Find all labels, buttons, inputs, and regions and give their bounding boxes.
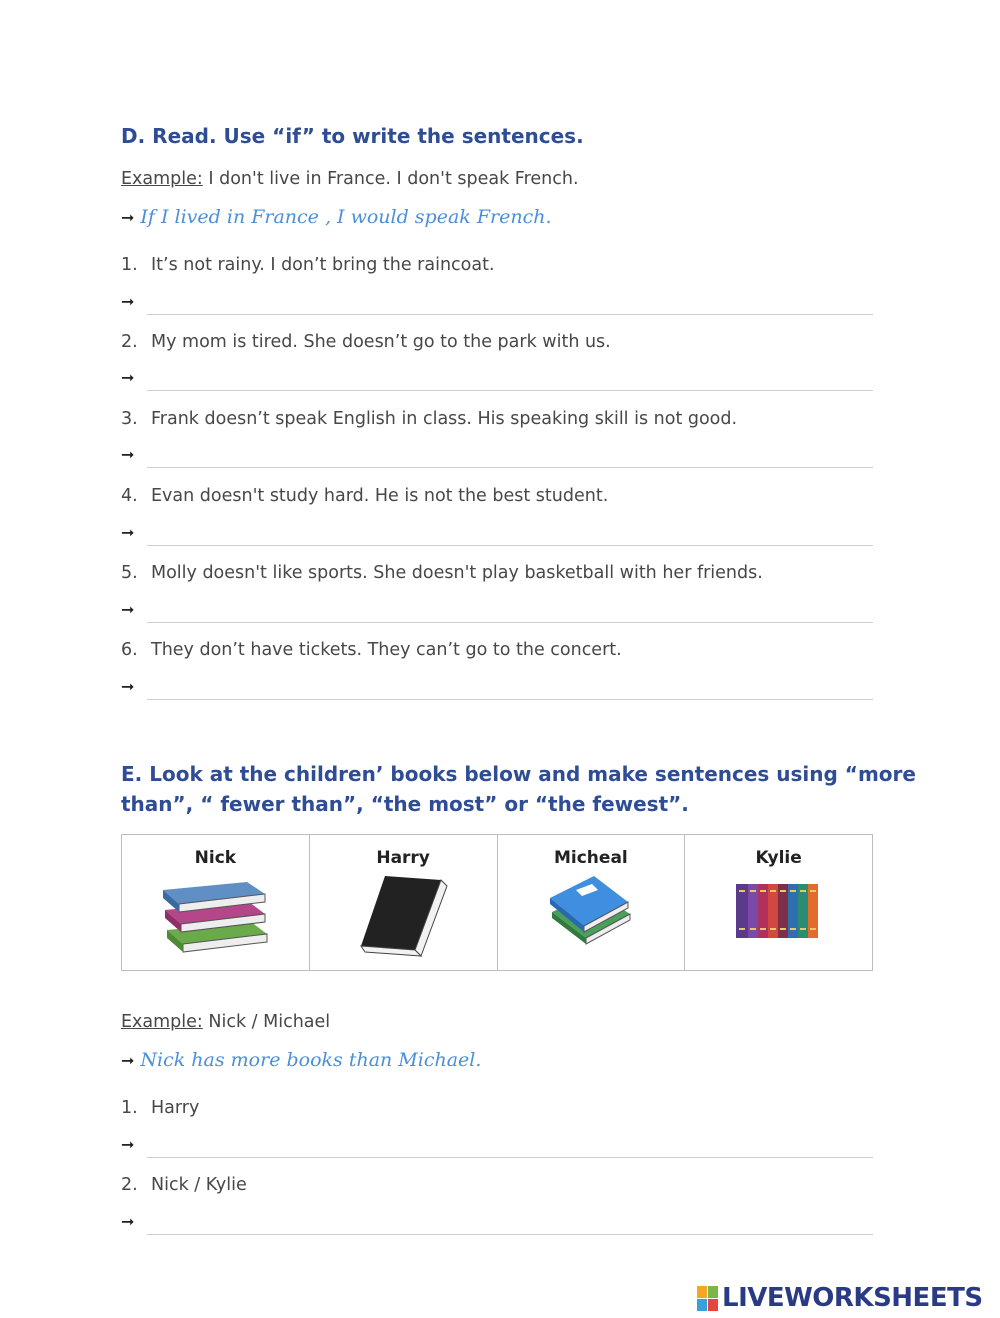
example-label: Example: [121, 169, 203, 189]
arrow-icon: ➞ [121, 1135, 135, 1154]
question-d-4 [121, 486, 608, 506]
answer-row-d-4 [121, 523, 873, 545]
question-text: It’s not rainy. I don’t bring the raincoat. [151, 255, 495, 275]
answer-row-e-1 [121, 1135, 873, 1157]
arrow-icon: ➞ [121, 368, 135, 387]
answer-input-d-4[interactable] [147, 523, 873, 546]
question-number: 2. [121, 1175, 138, 1195]
question-e-2 [121, 1175, 247, 1195]
arrow-icon: ➞ [121, 1212, 135, 1231]
section-e-heading [121, 759, 916, 819]
answer-row-d-6 [121, 677, 873, 699]
children-books-table [121, 834, 873, 971]
answer-input-e-1[interactable] [147, 1135, 873, 1158]
arrow-icon: ➞ [121, 1051, 135, 1070]
section-e-heading-line2: than”, “ fewer than”, “the most” or “the fewest”. [121, 792, 689, 816]
logo-block [697, 1299, 707, 1311]
answer-row-d-1 [121, 292, 873, 314]
question-number: 1. [121, 1098, 138, 1118]
answer-row-d-3 [121, 445, 873, 467]
book-row-icon [734, 880, 824, 940]
question-number: 2. [121, 332, 138, 352]
answer-input-d-2[interactable] [147, 368, 873, 391]
question-number: 1. [121, 255, 138, 275]
question-number: 4. [121, 486, 138, 506]
answer-input-d-6[interactable] [147, 677, 873, 700]
logo-blocks-icon [697, 1286, 718, 1311]
logo-block [697, 1286, 707, 1298]
example-e-answer [121, 1049, 481, 1071]
example-text: Nick / Michael [202, 1012, 331, 1032]
question-number: 5. [121, 563, 138, 583]
example-d-answer [121, 206, 552, 228]
answer-row-d-2 [121, 368, 873, 390]
logo-block [708, 1286, 718, 1298]
answer-input-d-3[interactable] [147, 445, 873, 468]
book-stack-icon [159, 872, 271, 954]
child-cell-micheal [497, 835, 685, 971]
arrow-icon: ➞ [121, 292, 135, 311]
question-text: They don’t have tickets. They can’t go to the concert. [151, 640, 622, 660]
two-books-icon [546, 872, 636, 948]
section-d-heading: D. Read. Use “if” to write the sentences. [121, 124, 584, 148]
question-number: 6. [121, 640, 138, 660]
section-e-heading-line1: E. Look at the children’ books below and make sentences using “more [121, 762, 916, 786]
answer-row-e-2 [121, 1212, 873, 1234]
arrow-icon: ➞ [121, 600, 135, 619]
liveworksheets-logo [697, 1283, 983, 1313]
child-cell-nick [122, 835, 310, 971]
arrow-icon: ➞ [121, 208, 135, 227]
logo-text: LIVEWORKSHEETS [722, 1283, 983, 1313]
question-d-5 [121, 563, 763, 583]
example-answer-text: If I lived in France , I would speak French. [140, 206, 552, 228]
arrow-icon: ➞ [121, 677, 135, 696]
answer-row-d-5 [121, 600, 873, 622]
question-number: 3. [121, 409, 138, 429]
question-e-1 [121, 1098, 199, 1118]
question-text: Molly doesn't like sports. She doesn't play basketball with her friends. [151, 563, 763, 583]
question-d-1 [121, 255, 495, 275]
child-name: Kylie [755, 848, 802, 868]
arrow-icon: ➞ [121, 445, 135, 464]
question-text: My mom is tired. She doesn’t go to the park with us. [151, 332, 611, 352]
example-text: I don't live in France. I don't speak French. [202, 169, 579, 189]
example-answer-text: Nick has more books than Michael. [140, 1049, 482, 1071]
question-text: Frank doesn’t speak English in class. His speaking skill is not good. [151, 409, 738, 429]
question-text: Evan doesn't study hard. He is not the best student. [151, 486, 609, 506]
single-book-icon [355, 872, 451, 958]
child-name: Nick [194, 848, 237, 868]
child-cell-harry [309, 835, 497, 971]
question-text: Nick / Kylie [151, 1175, 247, 1195]
answer-input-d-5[interactable] [147, 600, 873, 623]
question-text: Harry [151, 1098, 200, 1118]
answer-input-e-2[interactable] [147, 1212, 873, 1235]
question-d-6 [121, 640, 622, 660]
answer-input-d-1[interactable] [147, 292, 873, 315]
example-d [121, 169, 579, 189]
child-cell-kylie [685, 835, 873, 971]
question-d-3 [121, 409, 737, 429]
logo-block [708, 1299, 718, 1311]
example-label: Example: [121, 1012, 203, 1032]
child-name: Harry [376, 848, 430, 868]
child-name: Micheal [553, 848, 628, 868]
example-e [121, 1012, 330, 1032]
question-d-2 [121, 332, 611, 352]
arrow-icon: ➞ [121, 523, 135, 542]
